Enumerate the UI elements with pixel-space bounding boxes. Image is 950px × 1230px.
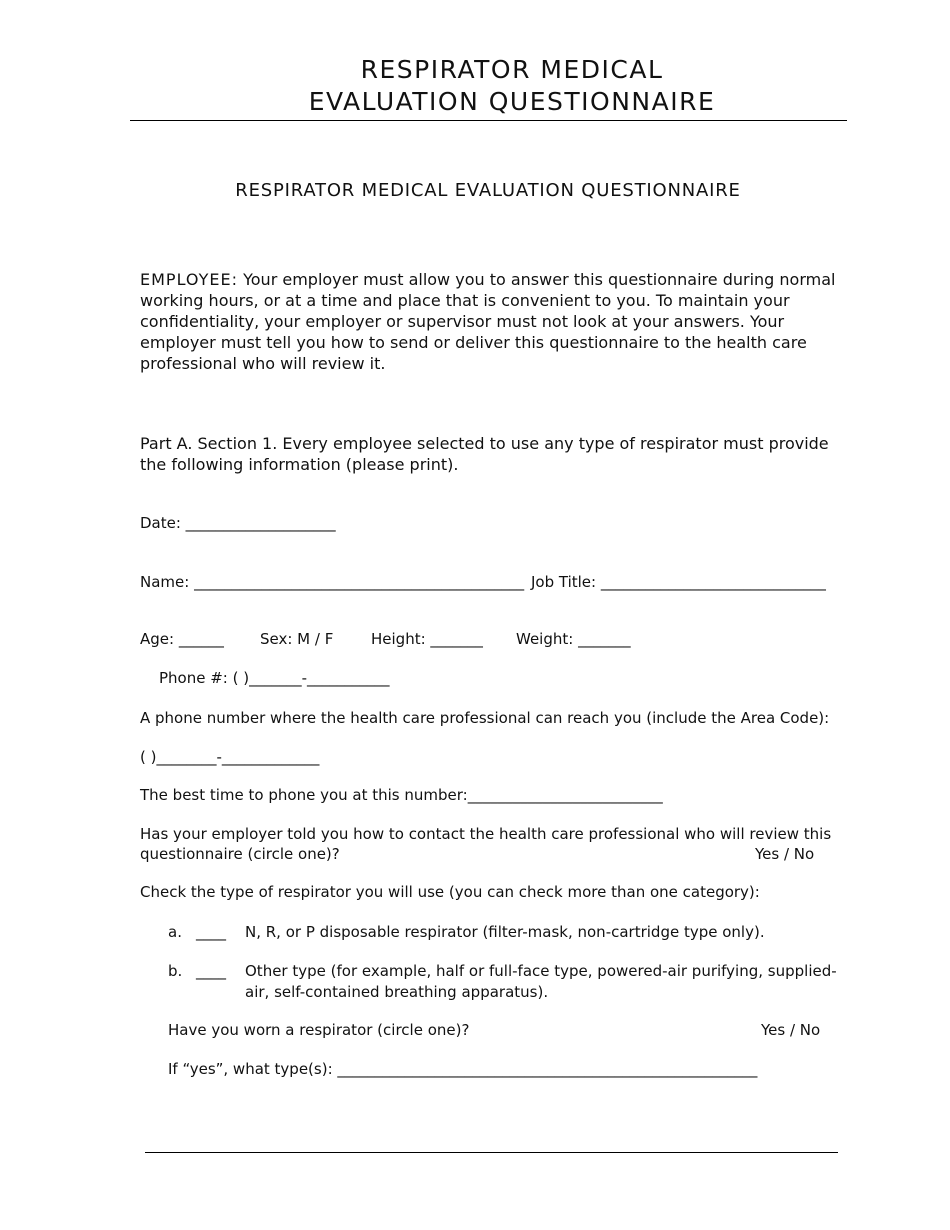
best-time-field[interactable]: The best time to phone you at this number:__________________________ <box>140 786 663 804</box>
contact-phone-field[interactable]: ( )________-_____________ <box>140 748 320 766</box>
contact-answer-yes-no[interactable]: Yes / No <box>755 845 815 863</box>
employee-label: EMPLOYEE: <box>140 270 239 289</box>
form-subtitle: RESPIRATOR MEDICAL EVALUATION QUESTIONNAIRE <box>235 180 741 201</box>
worn-question: Have you worn a respirator (circle one)? <box>168 1021 470 1039</box>
contact-question-line1: Has your employer told you how to contact the health care professional who will review this <box>140 825 832 843</box>
option-a-checkbox[interactable]: ____ <box>196 923 226 941</box>
option-b-letter: b. <box>168 962 183 980</box>
date-field[interactable]: Date: ____________________ <box>140 514 336 532</box>
footer-divider <box>145 1152 838 1153</box>
option-b-text-line2: air, self-contained breathing apparatus). <box>245 983 549 1001</box>
weight-field[interactable]: Weight: _______ <box>516 630 631 648</box>
if-yes-type-field[interactable]: If “yes”, what type(s): ________________________________________________________ <box>168 1060 758 1078</box>
phone-prompt: A phone number where the health care professional can reach you (include the Area Code): <box>140 709 830 727</box>
worn-answer-yes-no[interactable]: Yes / No <box>761 1021 821 1039</box>
respirator-type-prompt: Check the type of respirator you will use (you can check more than one category): <box>140 883 760 901</box>
employee-intro-text: Your employer must allow you to answer this questionnaire during normal working hours, or at a time and place that is convenient to you. To maintain your confidentiality, your employer or supervisor must not look at your answers. Your employer must tell you how to send or deliver this questionnaire to the health care professional who will review it. <box>140 270 836 373</box>
section-intro: Part A. Section 1. Every employee selected to use any type of respirator must provide the following information (please print). <box>140 434 829 474</box>
header-divider <box>130 120 847 121</box>
option-b-checkbox[interactable]: ____ <box>196 962 226 980</box>
sex-field[interactable]: Sex: M / F <box>260 630 334 648</box>
height-field[interactable]: Height: _______ <box>371 630 483 648</box>
option-a-letter: a. <box>168 923 182 941</box>
option-b-text-line1: Other type (for example, half or full-face type, powered-air purifying, supplied- <box>245 962 837 980</box>
age-field[interactable]: Age: ______ <box>140 630 224 648</box>
document-title-line1: RESPIRATOR MEDICAL <box>360 55 664 84</box>
phone-field[interactable]: Phone #: ( )_______-___________ <box>159 669 390 687</box>
employee-intro <box>140 269 840 374</box>
job-title-field[interactable]: Job Title: ______________________________ <box>531 573 826 591</box>
option-a-text: N, R, or P disposable respirator (filter-mask, non-cartridge type only). <box>245 923 765 941</box>
contact-question-line2: questionnaire (circle one)? <box>140 845 340 863</box>
name-field[interactable]: Name: ____________________________________________ <box>140 573 525 591</box>
document-title-line2: EVALUATION QUESTIONNAIRE <box>308 87 716 116</box>
